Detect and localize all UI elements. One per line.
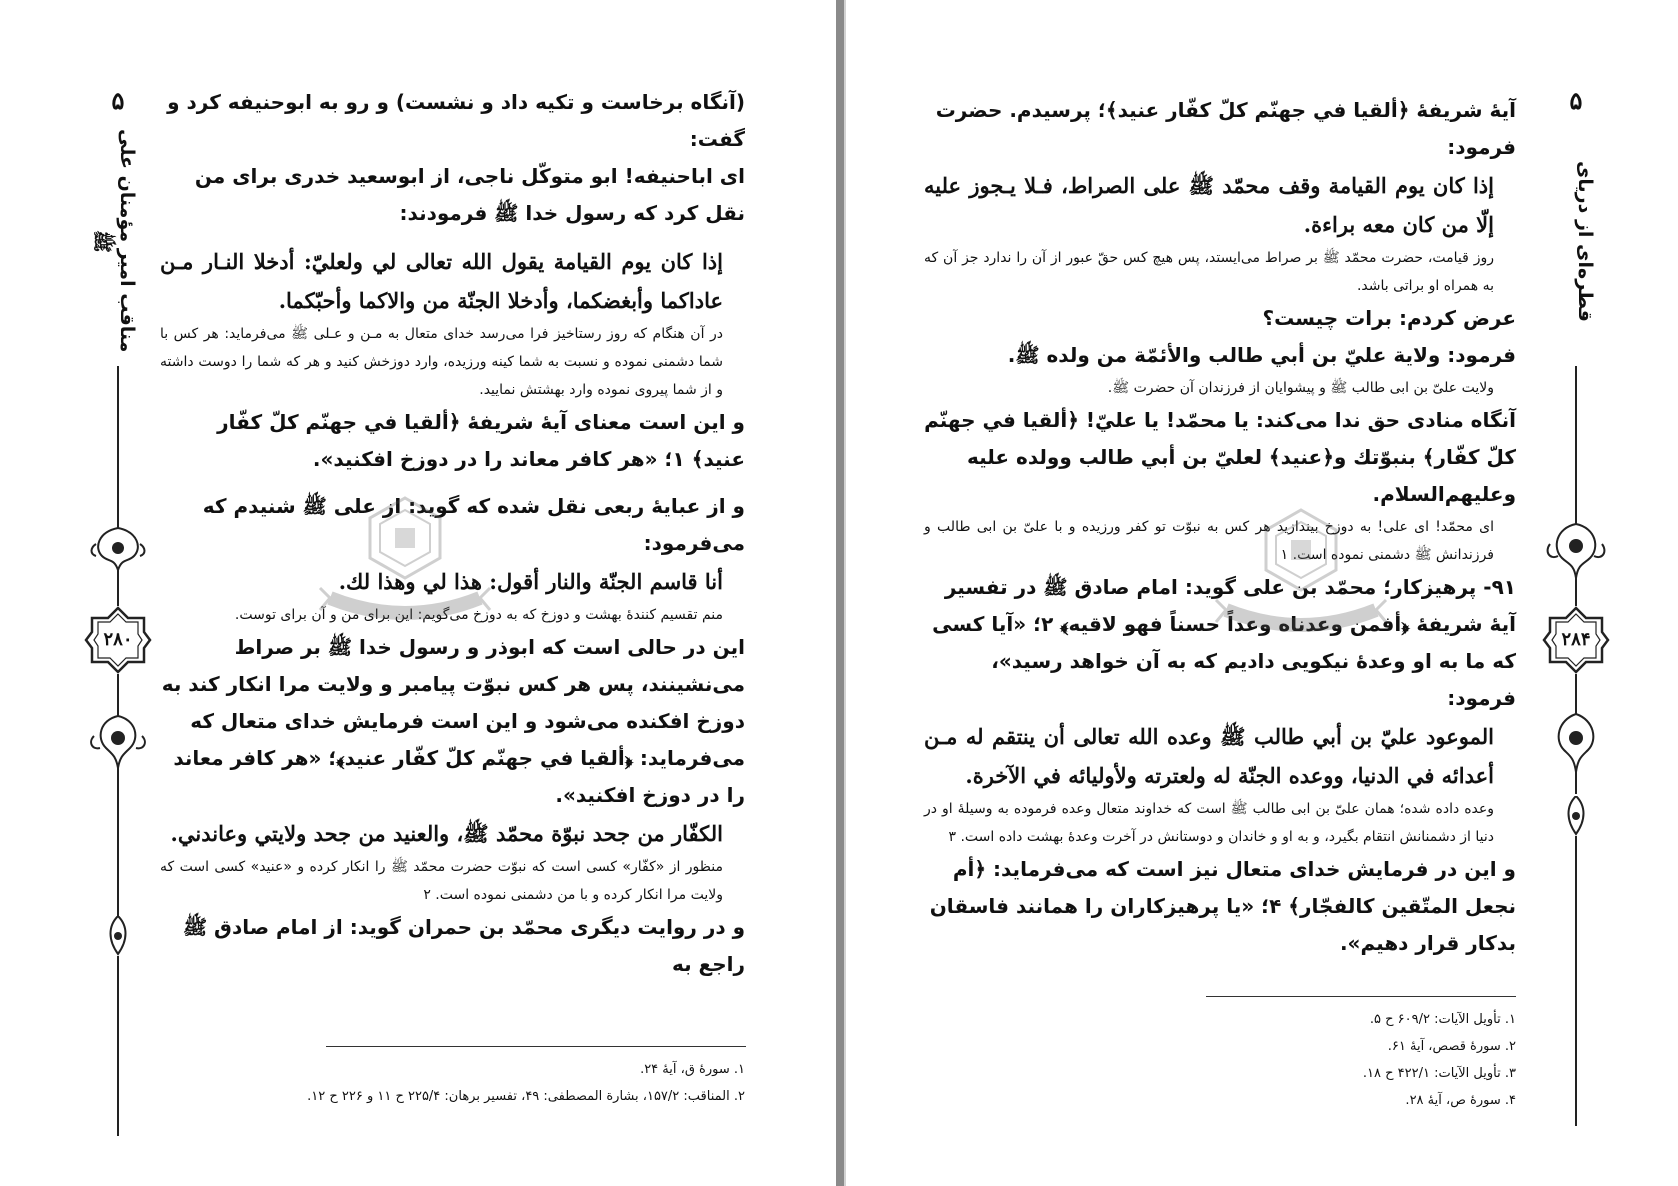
footnotes bbox=[924, 1006, 1516, 1114]
rail-line bbox=[1575, 674, 1577, 694]
paragraph: آیهٔ شریفهٔ ﴿ألقيا في جهنّم كلّ كفّار عنيد﴾؛ پرسیدم. حضرت فرمود: bbox=[935, 98, 1516, 159]
left-margin-rail bbox=[91, 86, 142, 1136]
running-title: مناقب امیر مؤمنان علی ﷺ bbox=[91, 129, 138, 353]
floral-ornament-icon bbox=[1546, 694, 1606, 794]
footnote: ۳. تأويل الآيات: ۴۲۲/۱ ح ۱۸. bbox=[1362, 1066, 1516, 1081]
paragraph: و این است معنای آیهٔ شریفهٔ ﴿ألقيا في جهنّم كلّ كفّار عنيد﴾ ۱؛ «هر کافر معاند را در دوزخ افکنید». bbox=[217, 410, 745, 471]
rail-line bbox=[117, 584, 119, 606]
rail-line bbox=[117, 956, 119, 1136]
floral-ornament-icon bbox=[88, 696, 148, 786]
footnote: ۴. سورهٔ ص، آیهٔ ۲۸. bbox=[1405, 1093, 1516, 1108]
drop-ornament-icon bbox=[1546, 796, 1606, 836]
paragraph: و این در فرمایش خدای متعال نیز است که می‌فرماید: ﴿أم نجعل المتّقين كالفجّار﴾ ۴؛ «یا پرهیزکاران را همانند فاسقان بدکار قرار دهیم». bbox=[929, 857, 1516, 955]
footnote: ۲. المناقب: ۱۵۷/۲، بشارة المصطفى: ۴۹، تفسير برهان: ۲۲۵/۴ ح ۱۱ و ۲۲۶ ح ۱۲. bbox=[307, 1089, 745, 1104]
footnotes bbox=[160, 1056, 745, 1110]
rail-line bbox=[1575, 366, 1577, 506]
book-spine bbox=[836, 0, 844, 1186]
footnote: ۲. سورهٔ قصص، آیهٔ ۶۱. bbox=[1387, 1039, 1516, 1054]
floral-ornament-icon bbox=[1546, 506, 1606, 596]
arabic-hadith: الموعود عليّ بن أبي طالب ﷺ وعده الله تعالى أن ينتقم له مـن أعدائه في الدنيا، ووعده الجنّة له ولعترته ولأوليائه في الآخرة. bbox=[924, 724, 1494, 788]
arabic-hadith: إذا كان يوم القيامة وقف محمّد ﷺ على الصراط، فـلا يـجوز عليه إلّا من كان معه براءة. bbox=[924, 173, 1494, 237]
translation: منم تقسیم کنندهٔ بهشت و دوزخ که به دوزخ می‌گویم: این برای من و آن برای توست. bbox=[234, 607, 723, 623]
paragraph: (آنگاه برخاست و تکیه داد و نشست) و رو به ابوحنیفه کرد و گفت: bbox=[167, 90, 745, 151]
paragraph: ای اباحنیفه! ابو متوکّل ناجی، از ابوسعید خدری برای من نقل کرد که رسول خدا ﷺ فرمودند: bbox=[194, 164, 745, 225]
rail-line bbox=[117, 786, 119, 916]
paragraph: فرمود: ولاية عليّ بن أبي طالب والأئمّة من ولده ﷺ. bbox=[1007, 343, 1516, 367]
paragraph: و از عبایهٔ ربعی نقل شده که گوید: از علی ﷺ شنیدم که می‌فرمود: bbox=[202, 494, 745, 555]
footnote: ۱. تأويل الآيات: ۶۰۹/۲ ح ۵. bbox=[1369, 1012, 1516, 1027]
translation: در آن هنگام که روز رستاخیز فرا می‌رسد خدای متعال به مـن و عـلی ﷺ می‌فرماید: هر کس با شما دشمنی نموده و نسبت به شما کینه ورزیده، وارد دوزخش کنید و هر که شما را دوست داشته و از شما پیروی نموده وارد بهشتش نمایید. bbox=[160, 326, 723, 398]
footnote-divider bbox=[326, 1046, 746, 1047]
right-page bbox=[846, 0, 1678, 1186]
paragraph: این در حالی است که ابوذر و رسول خدا ﷺ بر صراط می‌نشینند، پس هر کس نبوّت پیامبر و ولایت مرا انکار کند به دوزخ افکنده می‌شود و این است فرمایش خدای متعال که می‌فرماید: ﴿ألقيا في جهنّم كلّ كفّار عنيد﴾؛ «هر کافر معاند را در دوزخ افکنید». bbox=[161, 635, 745, 807]
right-margin-rail bbox=[1552, 86, 1600, 1136]
floral-ornament-icon bbox=[88, 514, 148, 584]
translation: وعده داده شده؛ همان علیّ بن ابی طالب ﷺ است که خداوند متعال وعده فرموده به وسیلهٔ او در دنیا از دشمنانش انتقام بگیرد، و به او و خاندان و دوستانش در آخرت وعدهٔ بهشت داده است. ۳ bbox=[924, 801, 1494, 845]
paragraph: عرض کردم: برات چیست؟ bbox=[1262, 306, 1516, 330]
arabic-hadith: أنا قاسم الجنّة والنار أقول: هذا لي وهذا لك. bbox=[338, 569, 723, 594]
page-number: ۲۸۰ bbox=[103, 629, 133, 650]
translation: منظور از «کفّار» کسی است که نبوّت حضرت محمّد ﷺ را انکار کرده و «عنید» کسی است که ولایت مرا انکار کرده و با من دشمنی نموده است. ۲ bbox=[160, 859, 723, 903]
rail-line bbox=[1575, 836, 1577, 1126]
drop-ornament-icon bbox=[88, 916, 148, 956]
running-title: قطره‌ای از دریای bbox=[1574, 160, 1596, 322]
paragraph: آنگاه منادی حق ندا می‌کند: يا محمّد! يا عليّ! ﴿ألقيا في جهنّم كلّ كفّار﴾ بنبوّتك و﴿عنيد﴾ لعليّ بن أبي طالب وولده عليه وعليهم‌السلام. bbox=[924, 408, 1516, 506]
paragraph: ۹۱- پرهیزکار؛ محمّد بن علی گوید: امام صادق ﷺ در تفسیر آیهٔ شریفهٔ ﴿أفمن وعدناه وعداً حسناً فهو لاقيه﴾ ۲؛ «آیا کسی که ما به او وعدهٔ نیکویی دادیم که به آن خواهد رسید»، فرمود: bbox=[932, 575, 1516, 710]
margin-number: ۵ bbox=[1569, 86, 1583, 115]
footnote: ۱. سورهٔ ق، آیهٔ ۲۴. bbox=[640, 1062, 745, 1077]
rail-line bbox=[117, 674, 119, 696]
arabic-hadith: الكفّار من جحد نبوّة محمّد ﷺ، والعنيد من جحد ولايتي وعاندني. bbox=[170, 821, 723, 846]
margin-number: ۵ bbox=[111, 86, 125, 115]
rail-line bbox=[1575, 596, 1577, 606]
page-number: ۲۸۴ bbox=[1561, 629, 1591, 650]
translation: ای محمّد! ای علی! به دوزخ بیندازید هر کس به نبوّت تو کفر ورزیده و با علیّ بن ابی طالب و فرزندانش ﷺ دشمنی نموده است. ۱ bbox=[924, 519, 1494, 563]
footnote-divider bbox=[1206, 996, 1516, 997]
left-page bbox=[0, 0, 836, 1186]
institution-watermark-icon bbox=[290, 488, 520, 658]
translation: روز قیامت، حضرت محمّد ﷺ بر صراط می‌ایستد، پس هیچ کس حقّ عبور از آن را ندارد جز آن که به همراه او براتی باشد. bbox=[924, 250, 1494, 294]
arabic-hadith: إذا كان يوم القيامة يقول الله تعالى لي ولعليّ: أدخلا النـار مـن عاداكما وأبغضكما، وأدخلا الجنّة من والاكما وأحبّكما. bbox=[160, 249, 723, 313]
translation: ولایت علیّ بن ابی طالب ﷺ و پیشوایان از فرزندان آن حضرت ﷺ. bbox=[1107, 380, 1494, 396]
rail-line bbox=[117, 366, 119, 516]
paragraph: و در روایت دیگری محمّد بن حمران گوید: از امام صادق ﷺ راجع به bbox=[182, 915, 745, 976]
institution-watermark-icon bbox=[1186, 500, 1416, 670]
